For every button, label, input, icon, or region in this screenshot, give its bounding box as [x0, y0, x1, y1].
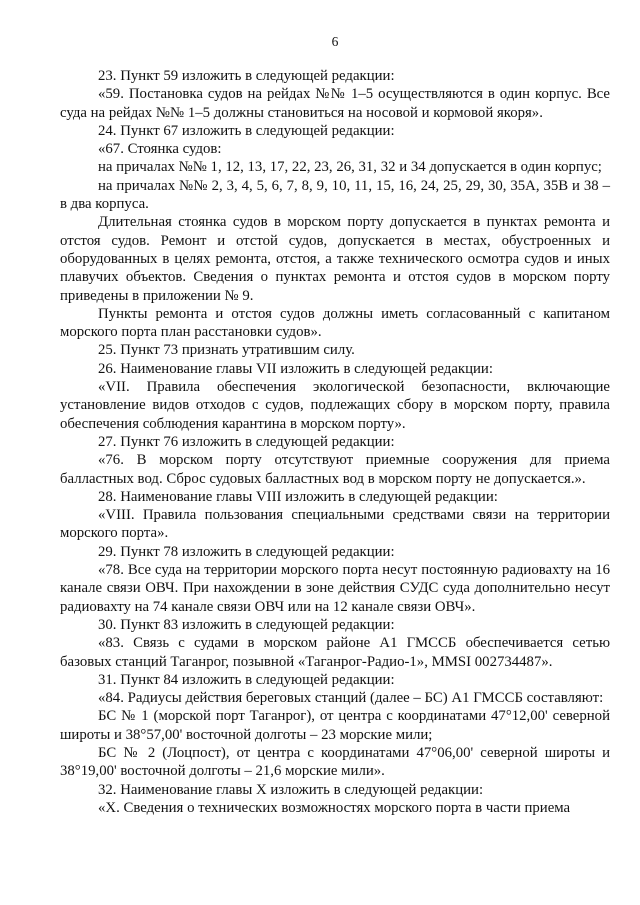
paragraph: БС № 2 (Лоцпост), от центра с координатами 47°06,00' северной широты и 38°19,00' восточной долготы – 21,6 морские мили».: [60, 744, 610, 780]
paragraph: 28. Наименование главы VIII изложить в следующей редакции:: [98, 488, 498, 505]
paragraph: 25. Пункт 73 признать утратившим силу.: [98, 342, 355, 359]
paragraph: «78. Все суда на территории морского порта несут постоянную радиовахту на 16 канале связи ОВЧ. При нахождении в зоне действия СУДС суда дополнительно несут радиовахту на 74 канале связи ОВЧ или на 12 канале связи ОВЧ».: [60, 562, 610, 615]
paragraph: на причалах №№ 2, 3, 4, 5, 6, 7, 8, 9, 10, 11, 15, 16, 24, 25, 29, 30, 35А, 35В и 38 – в два корпуса.: [60, 177, 610, 213]
paragraph: 23. Пункт 59 изложить в следующей редакции:: [98, 68, 395, 84]
paragraph: «76. В морском порту отсутствуют приемные сооружения для приема балластных вод. Сброс судовых балластных вод в морском порту не допускается.».: [60, 452, 610, 487]
paragraph: Пункты ремонта и отстоя судов должны иметь согласованный с капитаном морского порта план расстановки судов».: [60, 305, 610, 341]
paragraph: 29. Пункт 78 изложить в следующей редакции:: [98, 543, 395, 560]
paragraph: «59. Постановка судов на рейдах №№ 1–5 осуществляются в один корпус. Все суда на рейдах №№ 1–5 должны становиться на носовой и кормовой якоря».: [60, 86, 610, 121]
paragraph: «VIII. Правила пользования специальными средствами связи на территории морского порта».: [60, 507, 610, 542]
paragraph: «84. Радиусы действия береговых станций (далее – БС) А1 ГМССБ составляют:: [98, 690, 604, 707]
paragraph: 26. Наименование главы VII изложить в следующей редакции:: [98, 360, 493, 377]
paragraph: 30. Пункт 83 изложить в следующей редакции:: [98, 616, 395, 633]
paragraph: 24. Пункт 67 изложить в следующей редакции:: [98, 122, 395, 139]
paragraph: «VII. Правила обеспечения экологической безопасности, включающие установление видов отходов с судов, подлежащих сбору в морском порту, правила обеспечения соблюдения карантина в морском порту».: [60, 379, 610, 432]
paragraph: «X. Сведения о технических возможностях морского порта в части приема: [98, 799, 571, 816]
document-body: [60, 67, 610, 817]
paragraph: 31. Пункт 84 изложить в следующей редакции:: [98, 671, 395, 688]
paragraph: на причалах №№ 1, 12, 13, 17, 22, 23, 26, 31, 32 и 34 допускается в один корпус;: [98, 159, 602, 176]
paragraph: БС № 1 (морской порт Таганрог), от центра с координатами 47°12,00' северной широты и 38°57,00' восточной долготы – 23 морские мили;: [60, 708, 610, 743]
paragraph: «83. Связь с судами в морском районе А1 ГМССБ обеспечивается сетью базовых станций Таганрог, позывной «Таганрог-Радио-1», MMSI 002734487».: [60, 635, 610, 670]
paragraph: 27. Пункт 76 изложить в следующей редакции:: [98, 433, 395, 450]
page-number: 6: [331, 34, 339, 49]
paragraph: 32. Наименование главы X изложить в следующей редакции:: [98, 781, 484, 798]
paragraph: «67. Стоянка судов:: [98, 141, 222, 158]
paragraph: Длительная стоянка судов в морском порту допускается в пунктах ремонта и отстоя судов. Ремонт и отстой судов, допускается в местах, обустроенных и оборудованных в целях ремонта, отстоя, а также технического осмотра судов и иных плавучих объектов. Сведения о пунктах ремонта и отстоя судов в морском порту приведены в приложении № 9.: [60, 214, 610, 304]
